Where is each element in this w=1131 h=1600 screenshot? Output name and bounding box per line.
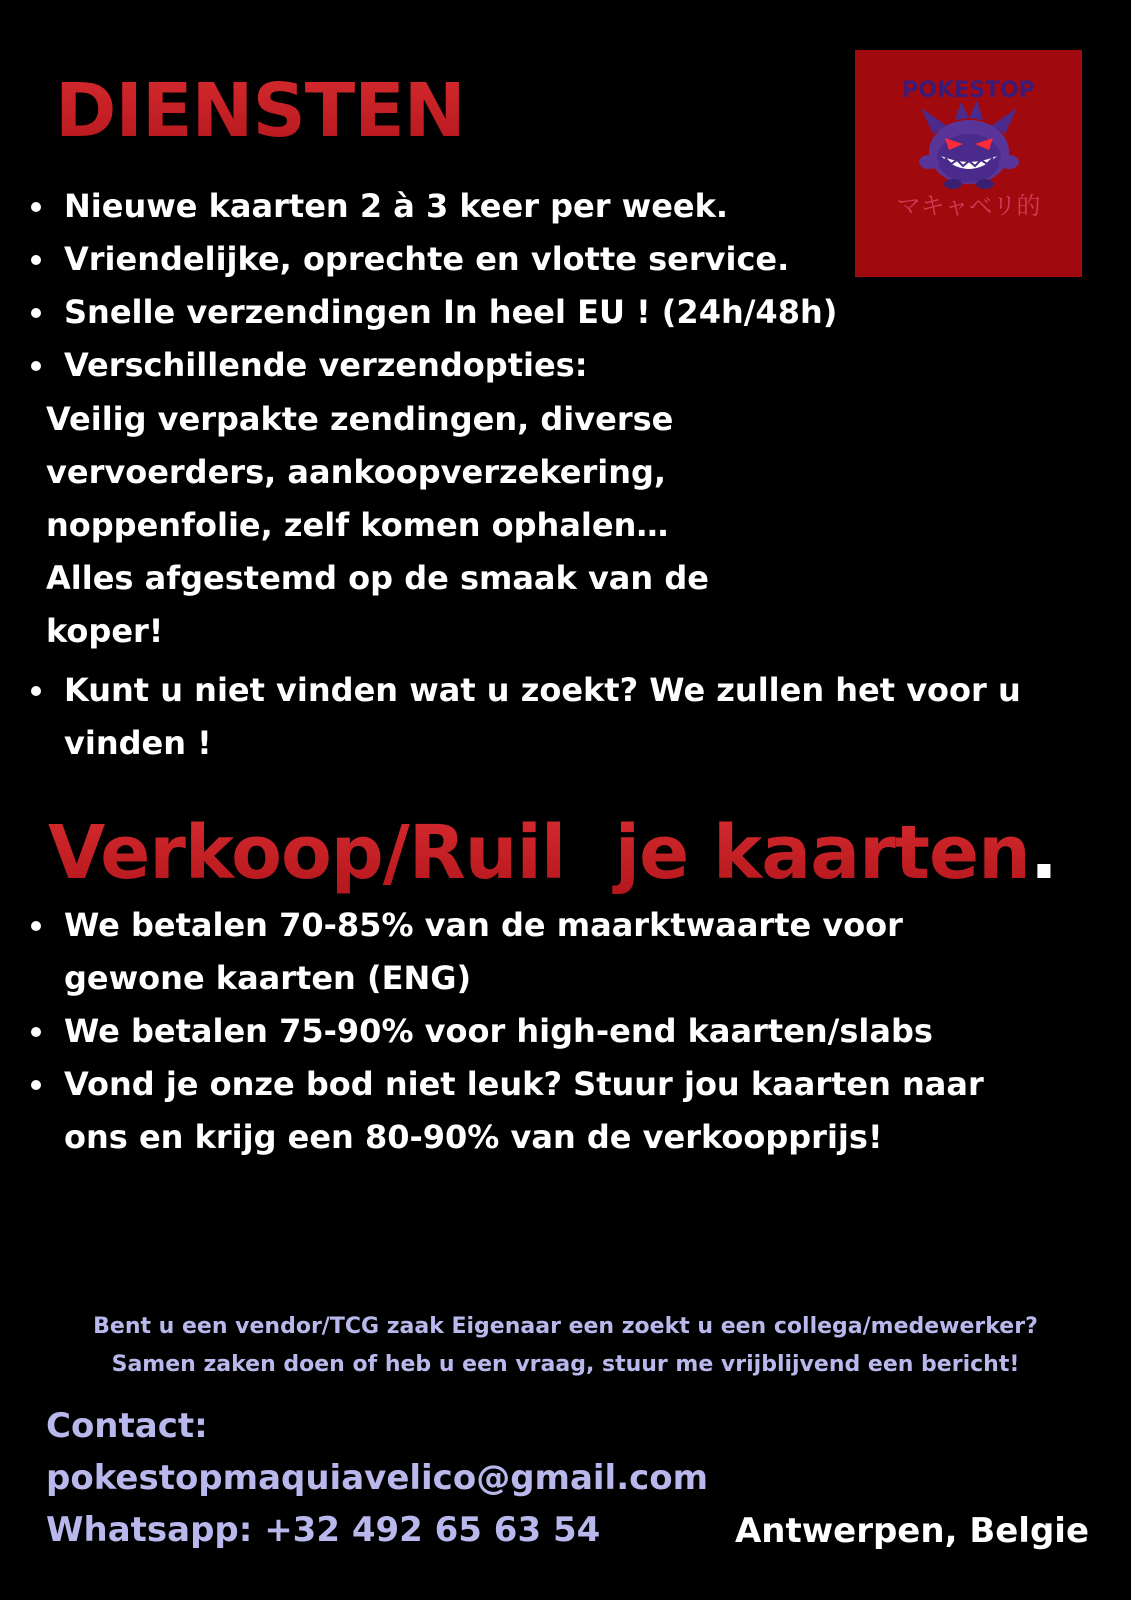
sell-item-text: Vond je onze bod niet leuk? Stuur jou kaarten naar ons en krijg een 80-90% van de verkoopprijs! bbox=[64, 1065, 984, 1156]
paragraph-line: Alles afgestemd op de smaak van de bbox=[46, 559, 709, 597]
list-item bbox=[0, 339, 1131, 392]
search-service-list bbox=[0, 664, 1131, 770]
sell-item-text: We betalen 70-85% van de maarktwaarte voor gewone kaarten (ENG) bbox=[64, 906, 903, 997]
services-title: DIENSTEN bbox=[55, 68, 465, 154]
list-item bbox=[0, 1058, 1044, 1164]
paragraph-line: noppenfolie, zelf komen ophalen… bbox=[46, 506, 669, 544]
contact-whatsapp[interactable]: Whatsapp: +32 492 65 63 54 bbox=[46, 1510, 601, 1550]
search-service-text: Kunt u niet vinden wat u zoekt? We zullen het voor u vinden ! bbox=[64, 671, 1021, 762]
services-list bbox=[0, 180, 1131, 392]
bullet-dot bbox=[31, 255, 41, 265]
list-item bbox=[0, 1005, 1131, 1058]
sell-item-text: We betalen 75-90% voor high-end kaarten/slabs bbox=[64, 1012, 933, 1050]
service-item-text: Nieuwe kaarten 2 à 3 keer per week. bbox=[64, 187, 729, 225]
vendor-note-line: Bent u een vendor/TCG zaak Eigenaar een zoekt u een collega/medewerker? bbox=[93, 1314, 1038, 1339]
contact-email[interactable]: pokestopmaquiavelico@gmail.com bbox=[46, 1458, 709, 1498]
service-item-text: Verschillende verzendopties: bbox=[64, 346, 588, 384]
sell-trade-title-text: Verkoop/Ruil je kaarten bbox=[48, 810, 1030, 896]
location-text: Antwerpen, Belgie bbox=[734, 1511, 1089, 1551]
list-item bbox=[0, 233, 1131, 286]
service-item-text: Vriendelijke, oprechte en vlotte service. bbox=[64, 240, 790, 278]
sell-list bbox=[0, 899, 1131, 1164]
contact-label: Contact: bbox=[46, 1406, 208, 1446]
bullet-dot bbox=[31, 921, 41, 931]
service-item-text: Snelle verzendingen In heel EU ! (24h/48h) bbox=[64, 293, 838, 331]
logo-japanese-text: マキャベリ的 bbox=[896, 192, 1041, 220]
vendor-note-line: Samen zaken doen of heb u een vraag, stuur me vrijblijvend een bericht! bbox=[111, 1352, 1020, 1377]
bullet-dot bbox=[31, 686, 41, 696]
shipping-options-paragraph bbox=[46, 393, 766, 658]
bullet-dot bbox=[31, 1027, 41, 1037]
bullet-dot bbox=[31, 202, 41, 212]
bullet-dot bbox=[31, 1080, 41, 1090]
gengar-ghost-icon bbox=[915, 100, 1023, 190]
contact-block bbox=[46, 1400, 708, 1556]
logo-brand-text: POKESTOP bbox=[902, 78, 1035, 103]
vendor-note bbox=[0, 1308, 1131, 1384]
bullet-dot bbox=[31, 308, 41, 318]
list-item bbox=[0, 180, 1131, 233]
bullet-dot bbox=[31, 361, 41, 371]
paragraph-line: vervoerders, aankoopverzekering, bbox=[46, 453, 667, 491]
sell-trade-title bbox=[48, 808, 1057, 898]
paragraph-line: Veilig verpakte zendingen, diverse bbox=[46, 400, 674, 438]
list-item bbox=[0, 286, 1131, 339]
sell-trade-title-dot: . bbox=[1029, 810, 1057, 896]
list-item bbox=[0, 899, 964, 1005]
paragraph-line: koper! bbox=[46, 612, 164, 650]
list-item bbox=[0, 664, 1044, 770]
